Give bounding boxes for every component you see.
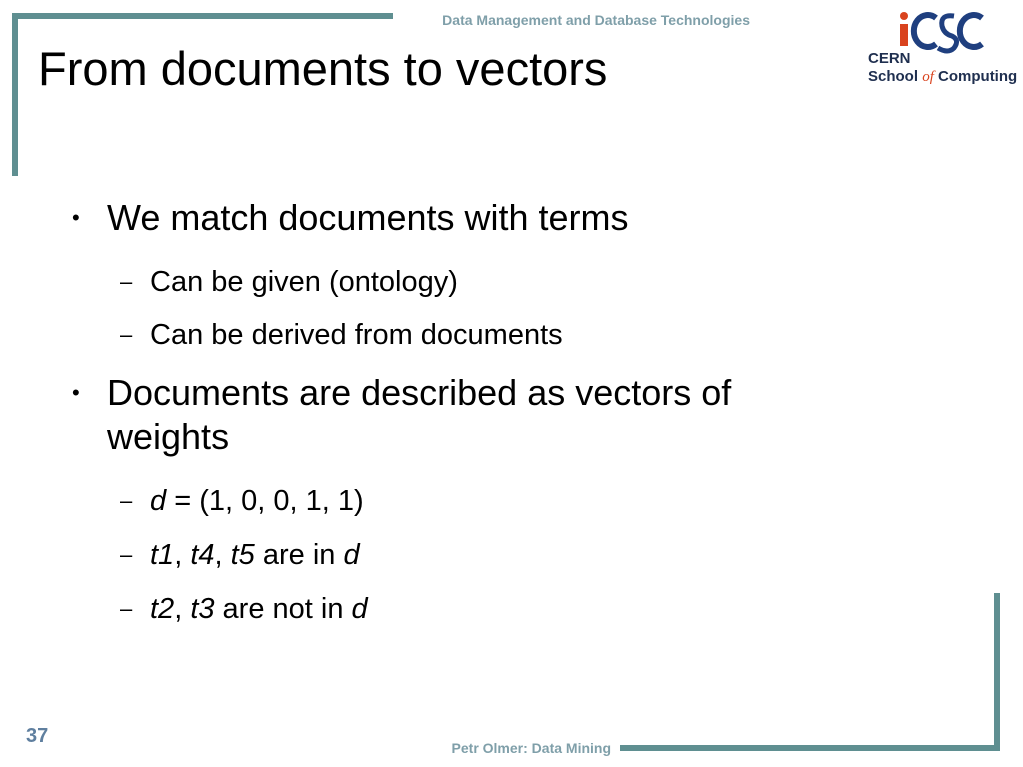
logo-school-word: School xyxy=(868,68,919,85)
term-t4: t4 xyxy=(190,539,215,571)
slide-title: From documents to vectors xyxy=(38,42,608,95)
var-d: d xyxy=(150,485,167,517)
logo-cern-text: CERN xyxy=(868,50,911,67)
page-number: 37 xyxy=(26,725,49,747)
var-d: d xyxy=(343,539,360,571)
relation-text: are not in xyxy=(214,593,352,625)
relation-text: are in xyxy=(254,539,344,571)
sub-bullet-marker: – xyxy=(120,542,133,567)
var-d: d xyxy=(351,593,368,625)
sub-bullet-item: t2, t3 are not in d xyxy=(150,593,368,625)
course-title: Data Management and Database Technologies xyxy=(442,12,750,28)
vector-value: = (1, 0, 0, 1, 1) xyxy=(166,485,364,517)
bullet-marker: • xyxy=(72,380,80,405)
logo-of-word: of xyxy=(922,69,934,85)
term-t2: t2 xyxy=(150,593,175,625)
bullet-item: We match documents with terms xyxy=(107,197,629,238)
bullet-marker: • xyxy=(72,205,80,230)
term-t3: t3 xyxy=(190,593,215,625)
sub-bullet-marker: – xyxy=(120,596,133,621)
bullet-item-line1: Documents are described as vectors of xyxy=(107,372,732,413)
term-t1: t1 xyxy=(150,539,175,571)
sub-bullet-marker: – xyxy=(120,322,133,347)
term-t5: t5 xyxy=(230,539,255,571)
sub-bullet-marker: – xyxy=(120,269,133,294)
footer-author: Petr Olmer: Data Mining xyxy=(451,740,611,756)
sub-bullet-item: t1, t4, t5 are in d xyxy=(150,539,360,571)
sub-bullet-marker: – xyxy=(120,488,133,513)
logo-computing-word: Computing xyxy=(938,68,1018,85)
sub-bullet-item: Can be given (ontology) xyxy=(150,266,458,298)
sub-bullet-item: Can be derived from documents xyxy=(150,319,563,351)
bullet-item-line2: weights xyxy=(107,416,230,457)
sub-bullet-item xyxy=(150,483,364,519)
